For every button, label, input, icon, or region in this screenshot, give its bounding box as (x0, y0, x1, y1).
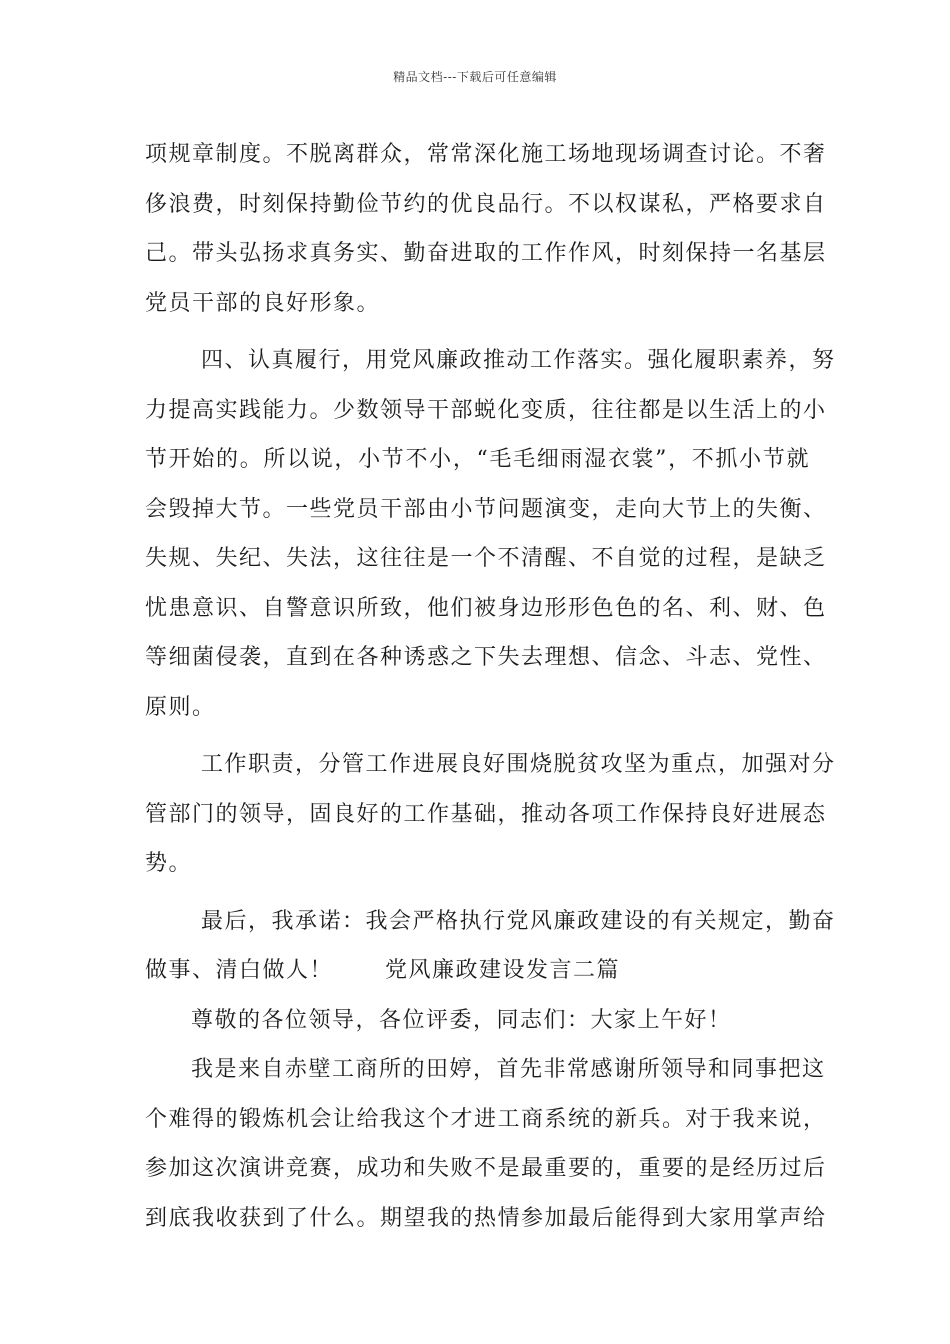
text-line: 原则。 (145, 694, 216, 720)
text-line: 侈浪费，时刻保持勤俭节约的优良品行。不以权谋私，严格要求自 (145, 191, 827, 217)
paragraph (145, 740, 836, 889)
text-segment: 做事、清白做人！ (145, 958, 334, 983)
text-line: 势。 (145, 851, 193, 876)
text-line: 尊敬的各位领导，各位评委，同志们：大家上午好！ (191, 1007, 732, 1033)
text-line: 个难得的锻炼机会让给我这个才进工商系统的新兵。对于我来说， (145, 1106, 827, 1132)
text-line: 力提高实践能力。少数领导干部蜕化变质，往往都是以生活上的小 (145, 397, 827, 423)
text-line (145, 946, 810, 996)
text-line: 节开始的。所以说，小节不小，“毛毛细雨湿衣裳”，不抓小节就 (145, 447, 810, 472)
paragraph (145, 130, 827, 328)
text-line: 党员干部的良好形象。 (145, 290, 381, 316)
text-line: 等细菌侵袭，直到在各种诱惑之下失去理想、信念、斗志、党性、 (145, 645, 827, 670)
paragraph (145, 996, 810, 1046)
text-line: 我是来自赤壁工商所的田婷，首先非常感谢所领导和同事把这 (191, 1057, 826, 1082)
text-line: 己。带头弘扬求真务实、勤奋进取的工作作风，时刻保持一名基层 (145, 241, 827, 266)
text-line: 参加这次演讲竞赛，成功和失败不是最重要的，重要的是经历过后 (145, 1156, 827, 1181)
text-line: 忧患意识、自警意识所致，他们被身边形形色色的名、利、财、色 (145, 595, 827, 621)
text-line: 四、认真履行，用党风廉政推动工作落实。强化履职素养，努 (201, 348, 836, 373)
page-header: 精品文档---下载后可任意编辑 (393, 70, 557, 84)
section-title: 党风廉政建设发言二篇 (385, 958, 621, 983)
text-line: 失规、失纪、失法，这往往是一个不清醒、不自觉的过程，是缺乏 (145, 546, 827, 571)
text-line: 最后，我承诺：我会严格执行党风廉政建设的有关规定，勤奋 (201, 908, 836, 934)
text-line: 会毁掉大节。一些党员干部由小节问题演变，走向大节上的失衡、 (145, 496, 827, 522)
paragraph (145, 336, 836, 732)
paragraph (145, 897, 836, 996)
text-line: 管部门的领导，固良好的工作基础，推动各项工作保持良好进展态 (145, 801, 827, 827)
document-body (145, 130, 836, 1243)
text-line: 工作职责，分管工作进展良好围烧脱贫攻坚为重点，加强对分 (201, 752, 836, 777)
text-line: 到底我收获到了什么。期望我的热情参加最后能得到大家用掌声给 (145, 1205, 827, 1231)
text-line: 项规章制度。不脱离群众，常常深化施工场地现场调查讨论。不奢 (145, 142, 827, 167)
paragraph (145, 1045, 827, 1243)
